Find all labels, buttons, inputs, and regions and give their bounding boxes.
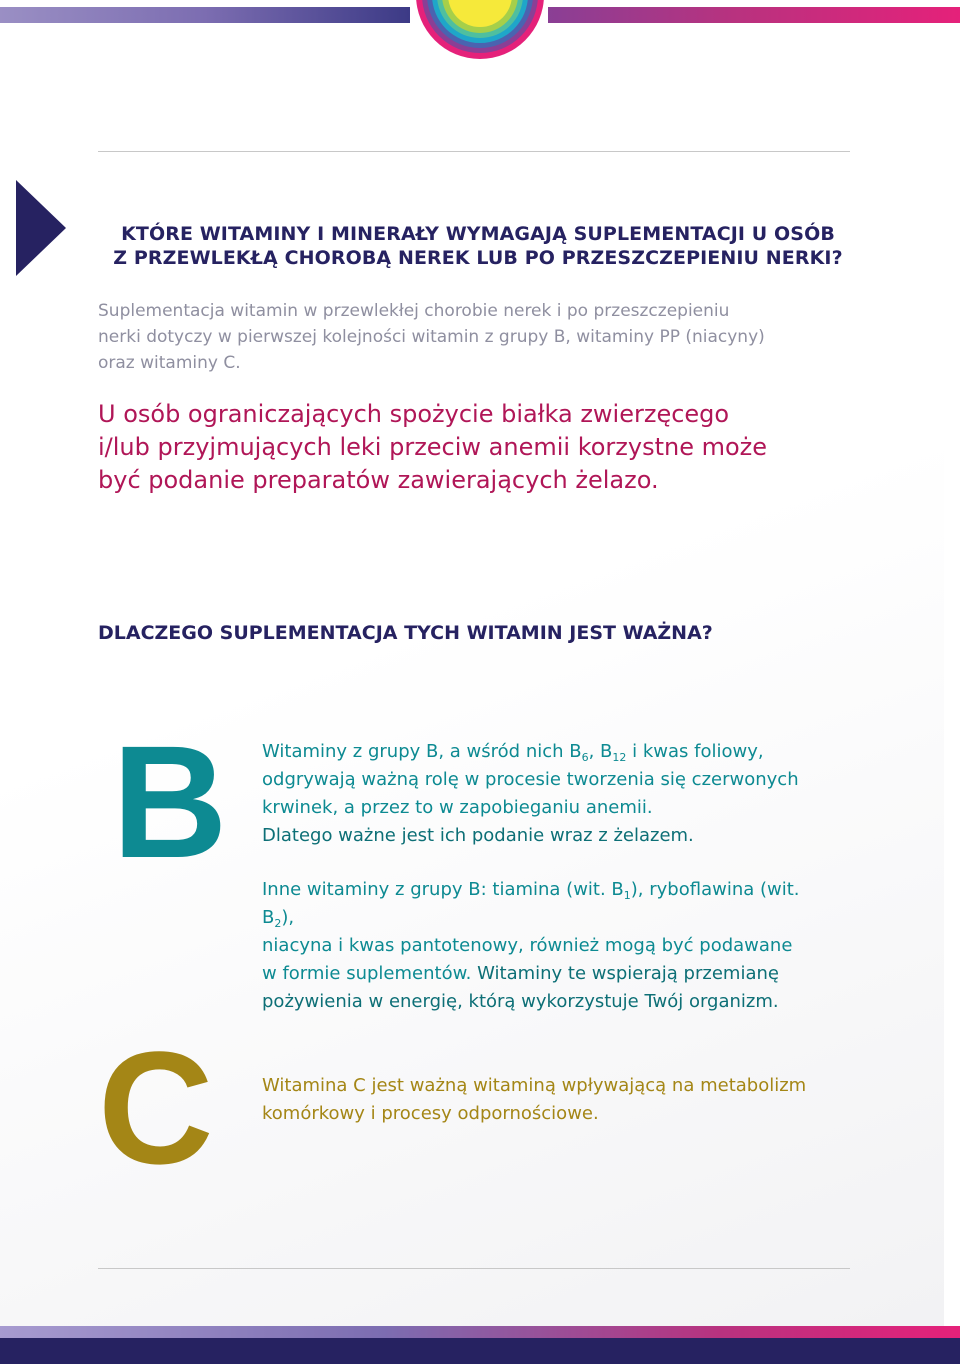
top-decorative-bar-right [548,7,960,23]
vitamin-b-paragraph-1 [262,738,822,850]
highlight-line-2: i/lub przyjmujących leki przeciw anemii korzystne może [98,433,768,461]
heading-line-2: Z PRZEWLEKŁĄ CHOROBĄ NEREK LUB PO PRZESZCZEPIENIU NERKI? [113,247,843,269]
vitamin-b-p2-line-1: Inne witaminy z grupy B: tiamina (wit. $B_1$), ryboflawina (wit. $B_2$), [262,879,800,930]
highlight-line-1: U osób ograniczających spożycie białka zwierzęcego [98,400,730,428]
iron-highlight-paragraph [98,398,838,497]
top-divider [98,151,850,152]
top-decorative-bar-left [0,7,410,23]
heading-line-1: KTÓRE WITAMINY I MINERAŁY WYMAGAJĄ SUPLEMENTACJI U OSÓB [121,223,835,245]
vitamin-b-p1-line-1: Witaminy z grupy B, a wśród nich $B_6$, $B_{12}$ i kwas foliowy, [262,741,764,764]
footer-navy-bar [0,1338,960,1364]
intro-paragraph [98,298,838,376]
vitamin-b-paragraph-2 [262,876,822,1016]
intro-line-3: oraz witaminy C. [98,353,241,373]
section-heading-why-important: DLACZEGO SUPLEMENTACJA TYCH WITAMIN JEST WAŻNA? [98,622,713,644]
sun-rings-logo-icon [415,0,545,60]
vitamin-b-p1-line-2: odgrywają ważną rolę w procesie tworzenia się czerwonych [262,769,799,790]
section-heading-supplements [98,222,858,270]
vitamin-b-p2-line-2: niacyna i kwas pantotenowy, również mogą być podawane [262,935,793,956]
intro-line-2: nerki dotyczy w pierwszej kolejności witamin z grupy B, witaminy PP (niacyny) [98,327,765,347]
vitamin-b-p2-line-3: w formie suplementów. Witaminy te wspierają przemianę [262,963,779,984]
vitamin-c-line-1: Witamina C jest ważną witaminą wpływającą na metabolizm [262,1075,807,1096]
highlight-line-3: być podanie preparatów zawierających żelazo. [98,466,659,494]
intro-line-1: Suplementacja witamin w przewlekłej chorobie nerek i po przeszczepieniu [98,301,730,321]
vitamin-c-paragraph [262,1072,822,1128]
triangle-marker-icon [16,180,66,276]
vitamin-c-letter: C [98,1018,214,1197]
bottom-divider [98,1268,850,1269]
vitamin-b-p1-emphasis: Dlatego ważne jest ich podanie wraz z żelazem. [262,825,694,846]
vitamin-c-line-2: komórkowy i procesy odpornościowe. [262,1103,599,1124]
footer-gradient-bar [0,1326,960,1338]
vitamin-b-letter: B [112,712,228,891]
vitamin-b-p1-line-3: krwinek, a przez to w zapobieganiu anemii. [262,797,653,818]
vitamin-b-p2-line-4: pożywienia w energię, którą wykorzystuje Twój organizm. [262,991,779,1012]
